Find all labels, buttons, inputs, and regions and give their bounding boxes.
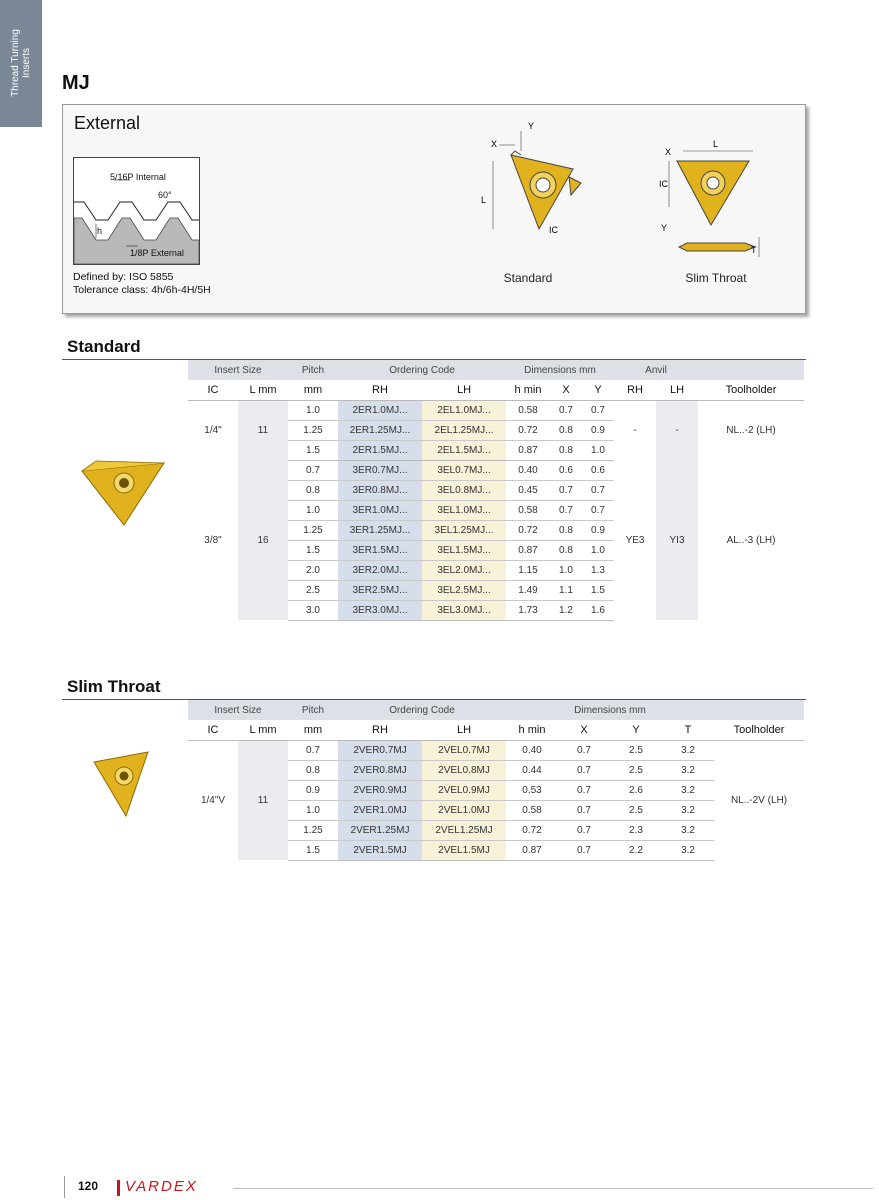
rh-code-cell: 2VER1.5MJ	[338, 840, 422, 860]
slim-dim-l-label: L	[713, 139, 719, 149]
col-h	[506, 380, 550, 400]
table-row	[188, 460, 804, 480]
standard-view-caption: Standard	[503, 271, 553, 285]
standard-column-header	[188, 380, 804, 400]
lh-code-cell: 2VEL0.7MJ	[422, 740, 506, 760]
x-cell: 0.7	[558, 820, 610, 840]
side-tab-label: Thread Turning Inserts	[10, 29, 32, 97]
t-cell: 3.2	[662, 760, 714, 780]
pitch-cell: 0.7	[288, 460, 338, 480]
slim-view-caption: Slim Throat	[685, 271, 747, 285]
standard-insert-table	[188, 360, 804, 621]
lh-code-cell: 3EL2.0MJ...	[422, 560, 506, 580]
h-min-cell: 0.45	[506, 480, 550, 500]
group-anvil: Anvil	[614, 360, 698, 380]
ic-cell: 1/4"V	[188, 740, 238, 860]
x-cell: 0.7	[558, 760, 610, 780]
y-cell: 2.5	[610, 800, 662, 820]
x-cell: 1.2	[550, 600, 582, 620]
pitch-cell: 2.5	[288, 580, 338, 600]
standard-group-header	[188, 360, 804, 380]
col-lh: LH	[422, 380, 506, 400]
h-min-cell: 0.87	[506, 440, 550, 460]
standard-insert-photo	[76, 455, 168, 530]
y-cell: 0.7	[582, 500, 614, 520]
col-h-symbol: h	[514, 383, 521, 396]
h-min-cell: 0.40	[506, 460, 550, 480]
pitch-cell: 1.5	[288, 440, 338, 460]
pitch-cell: 0.9	[288, 780, 338, 800]
y-cell: 0.9	[582, 420, 614, 440]
h-min-cell: 0.58	[506, 400, 550, 420]
toolholder-cell: AL..-3 (LH)	[698, 460, 804, 620]
rh-code-cell: 2VER1.0MJ	[338, 800, 422, 820]
pitch-cell: 3.0	[288, 600, 338, 620]
h-min-cell: 0.44	[506, 760, 558, 780]
col-pitch: mm	[288, 380, 338, 400]
pitch-cell: 1.0	[288, 400, 338, 420]
slim-insert-photo	[86, 748, 156, 820]
lh-code-cell: 3EL1.25MJ...	[422, 520, 506, 540]
col-l-symbol: L	[249, 383, 256, 396]
slim-table-body	[188, 740, 804, 860]
group-dimensions: Dimensions mm	[506, 360, 614, 380]
t-cell: 3.2	[662, 820, 714, 840]
slim-col-t: T	[662, 720, 714, 740]
pitch-cell: 0.7	[288, 740, 338, 760]
pitch-cell: 0.8	[288, 760, 338, 780]
x-cell: 0.8	[550, 420, 582, 440]
y-cell: 1.3	[582, 560, 614, 580]
section-side-tab	[0, 0, 42, 127]
x-cell: 0.7	[550, 400, 582, 420]
y-cell: 2.2	[610, 840, 662, 860]
h-min-cell: 1.49	[506, 580, 550, 600]
slim-col-y: Y	[610, 720, 662, 740]
pitch-cell: 2.0	[288, 560, 338, 580]
lh-code-cell: 2VEL0.8MJ	[422, 760, 506, 780]
standard-insert-drawing	[473, 117, 583, 247]
page-number: 120	[78, 1179, 99, 1193]
y-cell: 2.3	[610, 820, 662, 840]
slim-col-l-symbol: L	[249, 723, 256, 736]
rh-code-cell: 3ER1.0MJ...	[338, 500, 422, 520]
x-cell: 0.8	[550, 540, 582, 560]
thread-profile-drawing	[74, 158, 199, 264]
dim-ic-label: IC	[549, 225, 558, 235]
h-min-cell: 0.53	[506, 780, 558, 800]
h-min-cell: 0.87	[506, 840, 558, 860]
anvil-rh-cell: -	[614, 400, 656, 460]
slim-group-pitch: Pitch	[288, 700, 338, 720]
slim-col-lh: LH	[422, 720, 506, 740]
dim-x-label: X	[491, 139, 498, 149]
y-cell: 2.5	[610, 760, 662, 780]
h-min-cell: 0.58	[506, 800, 558, 820]
h-min-cell: 0.72	[506, 520, 550, 540]
x-cell: 1.1	[550, 580, 582, 600]
pitch-cell: 1.25	[288, 420, 338, 440]
rh-code-cell: 3ER0.8MJ...	[338, 480, 422, 500]
group-pitch: Pitch	[288, 360, 338, 380]
slim-dim-t-label: T	[751, 245, 757, 255]
lh-code-cell: 2EL1.5MJ...	[422, 440, 506, 460]
ic-cell: 3/8"	[188, 460, 238, 620]
y-cell: 1.6	[582, 600, 614, 620]
h-min-cell: 0.40	[506, 740, 558, 760]
rh-code-cell: 3ER2.0MJ...	[338, 560, 422, 580]
defined-by: Defined by: ISO 5855	[73, 271, 174, 283]
toolholder-cell: NL..-2 (LH)	[698, 400, 804, 460]
lh-code-cell: 3EL0.7MJ...	[422, 460, 506, 480]
x-cell: 0.8	[550, 440, 582, 460]
slim-group-ordering-code: Ordering Code	[338, 700, 506, 720]
internal-flat-label: 5/16P Internal	[110, 172, 166, 182]
pitch-cell: 1.25	[288, 820, 338, 840]
col-toolholder: Toolholder	[698, 380, 804, 400]
slim-group-insert-size: Insert Size	[188, 700, 288, 720]
standard-section-title: Standard	[67, 337, 141, 356]
y-cell: 1.0	[582, 540, 614, 560]
group-blank	[698, 360, 804, 380]
page-title: MJ	[62, 72, 90, 94]
slim-col-ic: IC	[188, 720, 238, 740]
slim-col-l	[238, 720, 288, 740]
brand-mark	[117, 1180, 120, 1196]
lh-code-cell: 3EL0.8MJ...	[422, 480, 506, 500]
col-x: X	[550, 380, 582, 400]
group-ordering-code: Ordering Code	[338, 360, 506, 380]
t-cell: 3.2	[662, 840, 714, 860]
y-cell: 1.5	[582, 580, 614, 600]
rh-code-cell: 2VER0.8MJ	[338, 760, 422, 780]
pitch-cell: 1.5	[288, 840, 338, 860]
pitch-cell: 0.8	[288, 480, 338, 500]
standard-table-body	[188, 400, 804, 620]
rh-code-cell: 3ER1.25MJ...	[338, 520, 422, 540]
slim-dim-ic-label: IC	[659, 179, 668, 189]
col-l-unit: mm	[255, 383, 277, 396]
x-cell: 0.7	[558, 800, 610, 820]
lh-code-cell: 2VEL0.9MJ	[422, 780, 506, 800]
slim-col-h-symbol: h	[518, 723, 525, 736]
x-cell: 0.7	[550, 500, 582, 520]
table-row	[188, 740, 804, 760]
pitch-cell: 1.0	[288, 800, 338, 820]
l-cell: 16	[238, 460, 288, 620]
ic-cell: 1/4"	[188, 400, 238, 460]
y-cell: 0.6	[582, 460, 614, 480]
x-cell: 0.7	[558, 740, 610, 760]
x-cell: 0.6	[550, 460, 582, 480]
anvil-rh-cell: YE3	[614, 460, 656, 620]
lh-code-cell: 2EL1.0MJ...	[422, 400, 506, 420]
slim-col-pitch: mm	[288, 720, 338, 740]
y-cell: 1.0	[582, 440, 614, 460]
slim-col-rh: RH	[338, 720, 422, 740]
rh-code-cell: 3ER0.7MJ...	[338, 460, 422, 480]
lh-code-cell: 3EL1.0MJ...	[422, 500, 506, 520]
pitch-cell: 1.5	[288, 540, 338, 560]
slim-group-blank	[714, 700, 804, 720]
lh-code-cell: 2VEL1.0MJ	[422, 800, 506, 820]
dim-y-label: Y	[528, 121, 535, 131]
lh-code-cell: 2VEL1.5MJ	[422, 840, 506, 860]
footer-rule	[233, 1188, 873, 1189]
slim-col-x: X	[558, 720, 610, 740]
table-row	[188, 400, 804, 420]
lh-code-cell: 3EL3.0MJ...	[422, 600, 506, 620]
pitch-cell: 1.25	[288, 520, 338, 540]
slim-insert-drawing	[653, 133, 763, 261]
h-min-cell: 0.87	[506, 540, 550, 560]
profile-type-title: External	[74, 113, 141, 133]
col-anvil-lh: LH	[656, 380, 698, 400]
slim-insert-table	[188, 700, 804, 861]
t-cell: 3.2	[662, 800, 714, 820]
slim-dim-x-label: X	[665, 147, 672, 157]
standard-spec-text	[73, 271, 211, 297]
col-y: Y	[582, 380, 614, 400]
tolerance-class: Tolerance class: 4h/6h-4H/5H	[73, 284, 211, 296]
y-cell: 0.9	[582, 520, 614, 540]
col-ic: IC	[188, 380, 238, 400]
slim-section-title: Slim Throat	[67, 677, 161, 696]
external-flat-label: 1/8P External	[130, 248, 184, 258]
col-anvil-rh: RH	[614, 380, 656, 400]
thread-profile-diagram	[73, 157, 200, 265]
slim-col-toolholder: Toolholder	[714, 720, 804, 740]
x-cell: 0.7	[558, 780, 610, 800]
rh-code-cell: 2VER1.25MJ	[338, 820, 422, 840]
slim-col-h	[506, 720, 558, 740]
rh-code-cell: 2ER1.5MJ...	[338, 440, 422, 460]
group-insert-size: Insert Size	[188, 360, 288, 380]
thread-profile-box	[62, 104, 806, 314]
rh-code-cell: 3ER1.5MJ...	[338, 540, 422, 560]
angle-label: 60°	[158, 190, 172, 200]
toolholder-cell: NL..-2V (LH)	[714, 740, 804, 860]
depth-label: h	[97, 226, 103, 236]
slim-col-l-unit: mm	[255, 723, 277, 736]
dim-l-label: L	[481, 195, 487, 205]
pitch-cell: 1.0	[288, 500, 338, 520]
brand-logo: VARDEX	[125, 1178, 198, 1195]
x-cell: 0.7	[550, 480, 582, 500]
x-cell: 0.7	[558, 840, 610, 860]
y-cell: 2.5	[610, 740, 662, 760]
rh-code-cell: 2ER1.25MJ...	[338, 420, 422, 440]
y-cell: 0.7	[582, 400, 614, 420]
col-h-unit: min	[520, 383, 542, 396]
footer-divider	[64, 1176, 65, 1198]
slim-column-header	[188, 720, 804, 740]
l-cell: 11	[238, 740, 288, 860]
slim-col-h-unit: min	[524, 723, 546, 736]
rh-code-cell: 2ER1.0MJ...	[338, 400, 422, 420]
lh-code-cell: 3EL2.5MJ...	[422, 580, 506, 600]
anvil-lh-cell: -	[656, 400, 698, 460]
anvil-lh-cell: YI3	[656, 460, 698, 620]
slim-group-dimensions: Dimensions mm	[506, 700, 714, 720]
slim-dim-y-label: Y	[661, 223, 668, 233]
l-cell: 11	[238, 400, 288, 460]
col-l	[238, 380, 288, 400]
y-cell: 2.6	[610, 780, 662, 800]
rh-code-cell: 3ER2.5MJ...	[338, 580, 422, 600]
t-cell: 3.2	[662, 740, 714, 760]
rh-code-cell: 2VER0.7MJ	[338, 740, 422, 760]
x-cell: 0.8	[550, 520, 582, 540]
lh-code-cell: 2VEL1.25MJ	[422, 820, 506, 840]
rh-code-cell: 3ER3.0MJ...	[338, 600, 422, 620]
h-min-cell: 0.72	[506, 820, 558, 840]
t-cell: 3.2	[662, 780, 714, 800]
lh-code-cell: 3EL1.5MJ...	[422, 540, 506, 560]
y-cell: 0.7	[582, 480, 614, 500]
slim-group-header	[188, 700, 804, 720]
rh-code-cell: 2VER0.9MJ	[338, 780, 422, 800]
x-cell: 1.0	[550, 560, 582, 580]
h-min-cell: 0.72	[506, 420, 550, 440]
col-rh: RH	[338, 380, 422, 400]
h-min-cell: 1.15	[506, 560, 550, 580]
lh-code-cell: 2EL1.25MJ...	[422, 420, 506, 440]
h-min-cell: 0.58	[506, 500, 550, 520]
h-min-cell: 1.73	[506, 600, 550, 620]
